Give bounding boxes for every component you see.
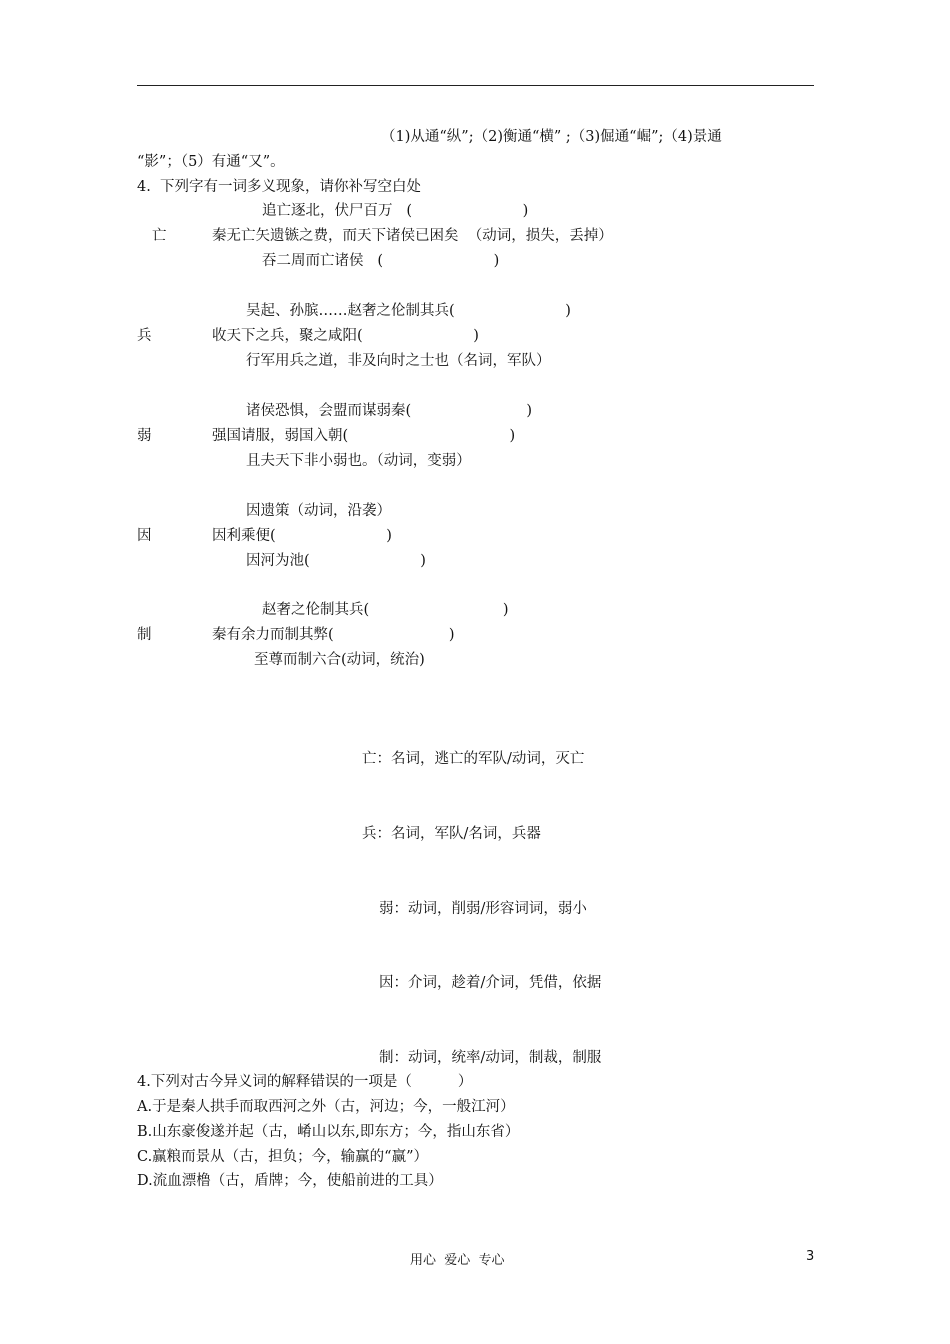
group-zhi-line-1: 赵奢之伦制其兵( ) (262, 602, 509, 618)
answer-zhi: 制：动词，统率/动词，制裁，制服 (379, 1050, 602, 1066)
group-bing-line-1: 吴起、孙膑……赵奢之伦制其兵( ) (246, 303, 571, 319)
group-yin-char: 因 (137, 528, 152, 544)
group-ruo-line-3: 且夫天下非小弱也。（动词，变弱） (246, 453, 471, 469)
group-wang-line-3: 吞二周而亡诸侯 ( ) (262, 253, 500, 269)
answer-bing: 兵：名词，军队/名词，兵器 (362, 826, 541, 842)
answer-ruo: 弱：动词，削弱/形容词词，弱小 (379, 901, 587, 917)
group-ruo-line-2: 强国请服，弱国入朝( ) (212, 428, 516, 444)
intro-line-2: “影”；（5）有通“又”。 (137, 154, 285, 170)
option-a: A.于是秦人拱手而取西河之外（古，河边；今，一般江河） (137, 1099, 515, 1115)
group-ruo-line-1: 诸侯恐惧，会盟而谋弱秦( ) (246, 403, 533, 419)
group-zhi-line-2: 秦有余力而制其弊( ) (212, 627, 455, 643)
group-bing-line-3: 行军用兵之道，非及向时之士也（名词，军队） (246, 353, 551, 369)
option-c: C.赢粮而景从（古，担负；今，输赢的“赢”） (137, 1149, 429, 1165)
option-d: D.流血漂橹（古，盾牌；今，使船前进的工具） (137, 1173, 443, 1189)
group-ruo-char: 弱 (137, 428, 152, 444)
group-bing-line-2: 收天下之兵，聚之咸阳( ) (212, 328, 479, 344)
group-yin-line-2: 因利乘便( ) (212, 528, 392, 544)
page-number: 3 (806, 1249, 815, 1264)
answer-yin: 因：介词，趁着/介词，凭借，依据 (379, 975, 602, 991)
answer-wang: 亡：名词，逃亡的军队/动词，灭亡 (362, 751, 585, 767)
question-title: 4. 下列字有一词多义现象，请你补写空白处 (137, 179, 422, 195)
group-wang-char: 亡 (152, 228, 167, 244)
group-wang-line-2: 秦无亡矢遗镞之费，而天下诸侯已困矣 （动词，损失，丢掉） (212, 228, 613, 244)
group-wang-line-1: 追亡逐北，伏尸百万 ( ) (262, 203, 529, 219)
group-zhi-line-3: 至尊而制六合(动词，统治) (254, 652, 425, 668)
option-b: B.山东豪俊遂并起（古，崤山以东,即东方；今，指山东省） (137, 1124, 520, 1140)
intro-line-1: （1)从通“纵”;（2)衡通“横” ;（3)倔通“崛”;（4)景通 (381, 129, 722, 145)
question-title-2: 4.下列对古今异义词的解释错误的一项是（ ） (137, 1074, 473, 1090)
footer-text: 用心 爱心 专心 (410, 1253, 505, 1268)
group-bing-char: 兵 (137, 328, 152, 344)
group-yin-line-1: 因遗策（动词，沿袭） (246, 503, 391, 519)
header-rule (137, 85, 814, 86)
group-yin-line-3: 因河为池( ) (246, 553, 426, 569)
group-zhi-char: 制 (137, 627, 152, 643)
